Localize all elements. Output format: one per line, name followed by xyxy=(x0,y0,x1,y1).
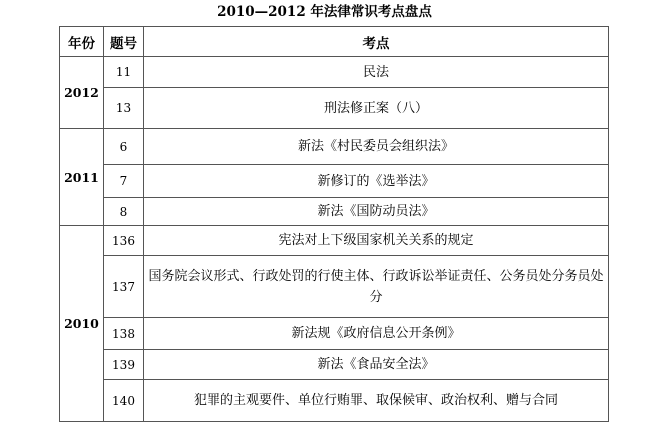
header-question-no: 题号 xyxy=(104,27,144,57)
table-row xyxy=(60,350,609,380)
question-number: 11 xyxy=(104,57,144,88)
year-cell: 2010 xyxy=(60,226,104,422)
question-number: 140 xyxy=(104,380,144,422)
question-number: 137 xyxy=(104,256,144,318)
header-topic: 考点 xyxy=(144,27,609,57)
topic-cell: 新法《村民委员会组织法》 xyxy=(144,129,609,165)
table-row xyxy=(60,380,609,422)
table-row xyxy=(60,129,609,165)
question-number: 6 xyxy=(104,129,144,165)
table-row xyxy=(60,226,609,256)
topic-cell: 刑法修正案（八） xyxy=(144,88,609,129)
topic-cell: 新法《食品安全法》 xyxy=(144,350,609,380)
header-year: 年份 xyxy=(60,27,104,57)
topic-cell: 国务院会议形式、行政处罚的行使主体、行政诉讼举证责任、公务员处分务员处分 xyxy=(144,256,609,318)
question-number: 13 xyxy=(104,88,144,129)
topic-cell: 宪法对上下级国家机关关系的规定 xyxy=(144,226,609,256)
topic-cell: 民法 xyxy=(144,57,609,88)
question-number: 138 xyxy=(104,318,144,350)
table-header-row xyxy=(60,27,609,57)
year-cell: 2012 xyxy=(60,57,104,129)
table-row xyxy=(60,57,609,88)
table-row xyxy=(60,165,609,198)
table-row xyxy=(60,318,609,350)
table-row xyxy=(60,88,609,129)
question-number: 136 xyxy=(104,226,144,256)
table-row xyxy=(60,198,609,226)
year-cell: 2011 xyxy=(60,129,104,226)
question-number: 139 xyxy=(104,350,144,380)
topic-cell: 新法《国防动员法》 xyxy=(144,198,609,226)
topic-cell: 新法规《政府信息公开条例》 xyxy=(144,318,609,350)
document-title: 2010—2012 年法律常识考点盘点 xyxy=(217,4,432,20)
topic-cell: 犯罪的主观要件、单位行贿罪、取保候审、政治权利、赠与合同 xyxy=(144,380,609,422)
question-number: 8 xyxy=(104,198,144,226)
question-number: 7 xyxy=(104,165,144,198)
exam-topics-table xyxy=(59,26,609,422)
table-row xyxy=(60,256,609,318)
topic-cell: 新修订的《选举法》 xyxy=(144,165,609,198)
